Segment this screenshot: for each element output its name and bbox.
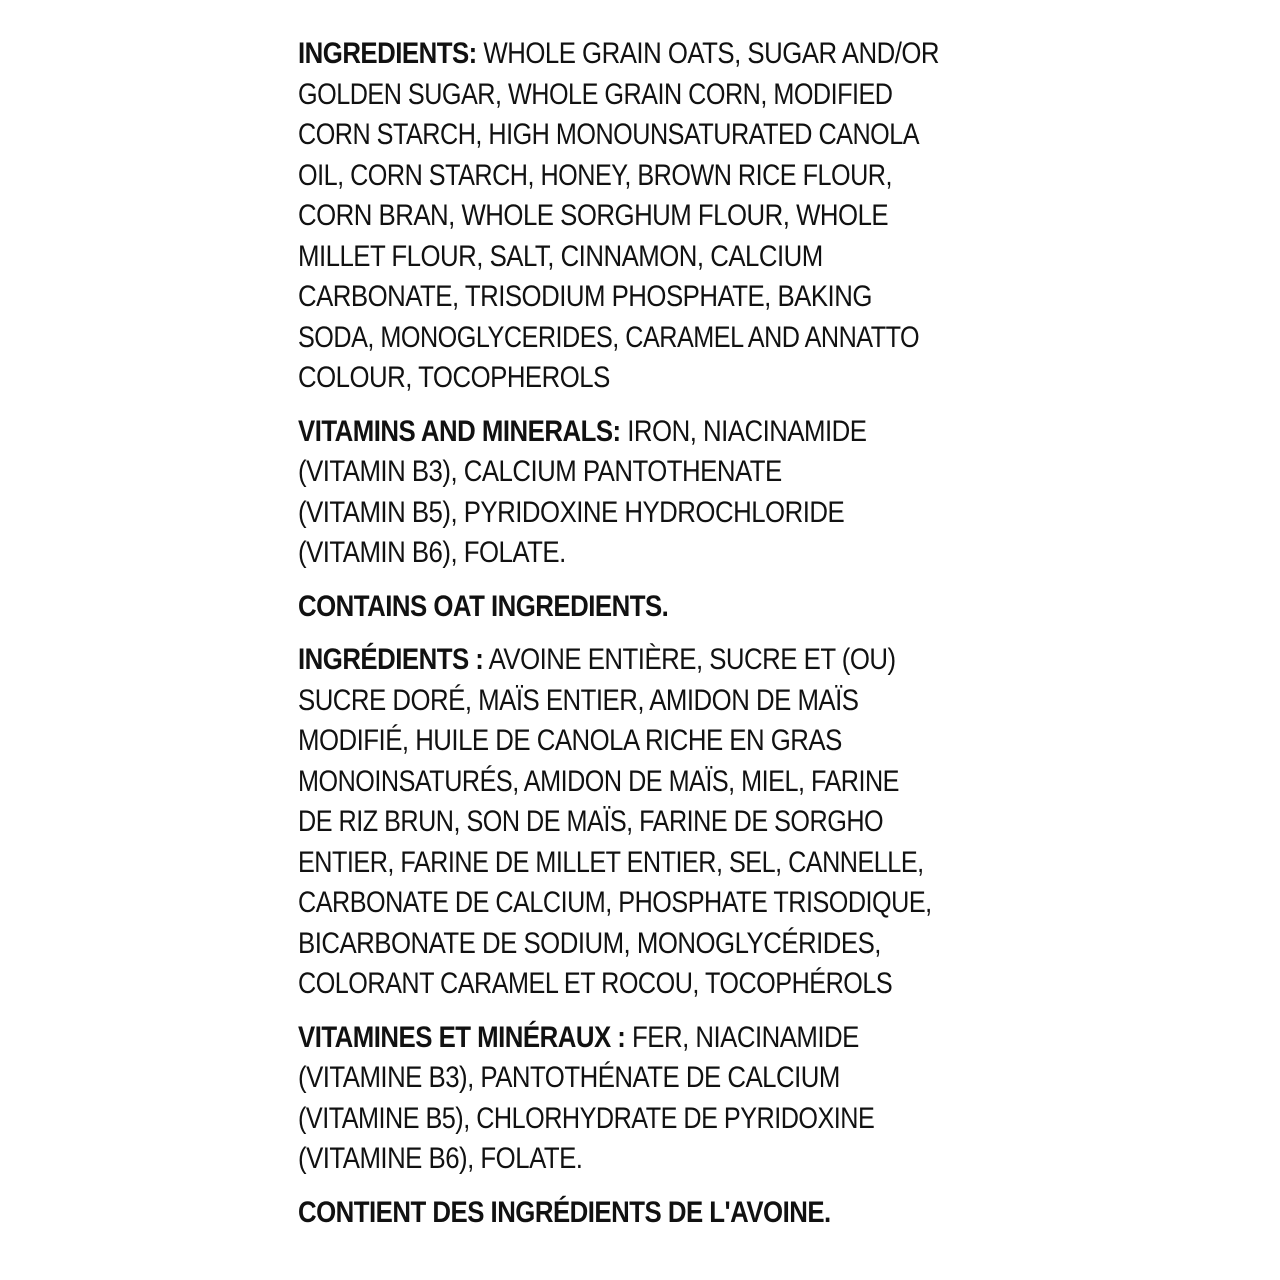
ingredients-en-line: COLOUR, TOCOPHEROLS xyxy=(298,361,610,394)
ingredients-fr-heading: INGRÉDIENTS : xyxy=(298,643,484,676)
ingredients-en-text: WHOLE GRAIN OATS, SUGAR AND/OR xyxy=(476,37,940,70)
ingredients-fr-line: SUCRE DORÉ, MAÏS ENTIER, AMIDON DE MAÏS xyxy=(298,683,859,717)
ingredients-fr-line: MODIFIÉ, HUILE DE CANOLA RICHE EN GRAS xyxy=(298,724,842,757)
ingredients-en-heading: INGREDIENTS: xyxy=(298,37,477,70)
vitamins-en-heading: VITAMINS AND MINERALS: xyxy=(298,414,621,448)
vitamins-en-line: (VITAMIN B6), FOLATE. xyxy=(298,536,566,569)
vitamins-fr-line-1 xyxy=(298,1018,891,1059)
contains-fr-block xyxy=(298,1193,988,1234)
vitamins-en-line: (VITAMIN B5), PYRIDOXINE HYDROCHLORIDE xyxy=(298,495,845,529)
ingredients-en-line: OIL, CORN STARCH, HONEY, BROWN RICE FLOUR, xyxy=(298,158,892,192)
vitamins-fr-block xyxy=(298,1018,988,1180)
vitamins-fr-line: (VITAMINE B6), FOLATE. xyxy=(298,1142,583,1175)
vitamins-en-text: IRON, NIACINAMIDE xyxy=(620,414,867,448)
ingredients-fr-line-1 xyxy=(298,640,896,681)
ingredients-en-line: SODA, MONOGLYCERIDES, CARAMEL AND ANNATTO xyxy=(298,320,920,354)
ingredients-fr-block xyxy=(298,640,988,1005)
ingredients-fr-line: ENTIER, FARINE DE MILLET ENTIER, SEL, CANNELLE, xyxy=(298,845,924,879)
vitamins-fr-line: (VITAMINE B3), PANTOTHÉNATE DE CALCIUM xyxy=(298,1061,840,1094)
ingredients-fr-line: COLORANT CARAMEL ET ROCOU, TOCOPHÉROLS xyxy=(298,967,893,1000)
vitamins-fr-heading: VITAMINES ET MINÉRAUX : xyxy=(298,1020,626,1054)
contains-fr-statement: CONTIENT DES INGRÉDIENTS DE L'AVOINE. xyxy=(298,1195,831,1229)
contains-en-block xyxy=(298,587,988,628)
ingredients-en-line: CARBONATE, TRISODIUM PHOSPHATE, BAKING xyxy=(298,280,872,313)
ingredients-en-line: MILLET FLOUR, SALT, CINNAMON, CALCIUM xyxy=(298,239,823,273)
vitamins-fr-line: (VITAMINE B5), CHLORHYDRATE DE PYRIDOXINE xyxy=(298,1101,875,1135)
ingredients-en-line-1 xyxy=(298,34,940,75)
ingredients-en-line: CORN STARCH, HIGH MONOUNSATURATED CANOLA xyxy=(298,118,920,151)
vitamins-en-block xyxy=(298,412,988,574)
ingredients-fr-line: CARBONATE DE CALCIUM, PHOSPHATE TRISODIQUE, xyxy=(298,886,932,919)
ingredients-fr-line: BICARBONATE DE SODIUM, MONOGLYCÉRIDES, xyxy=(298,926,881,960)
ingredients-fr-line: MONOINSATURÉS, AMIDON DE MAÏS, MIEL, FARINE xyxy=(298,764,899,798)
ingredient-label-panel xyxy=(298,34,988,1246)
vitamins-en-line: (VITAMIN B3), CALCIUM PANTOTHENATE xyxy=(298,455,782,488)
ingredients-en-line: GOLDEN SUGAR, WHOLE GRAIN CORN, MODIFIED xyxy=(298,77,893,111)
vitamins-en-line-1 xyxy=(298,412,891,453)
ingredients-fr-line: DE RIZ BRUN, SON DE MAÏS, FARINE DE SORGHO xyxy=(298,805,884,838)
ingredients-fr-text: AVOINE ENTIÈRE, SUCRE ET (OU) xyxy=(483,643,896,676)
vitamins-fr-text: FER, NIACINAMIDE xyxy=(625,1020,859,1054)
contains-en-statement: CONTAINS OAT INGREDIENTS. xyxy=(298,589,669,623)
ingredients-en-line: CORN BRAN, WHOLE SORGHUM FLOUR, WHOLE xyxy=(298,199,889,232)
ingredients-en-block xyxy=(298,34,988,399)
